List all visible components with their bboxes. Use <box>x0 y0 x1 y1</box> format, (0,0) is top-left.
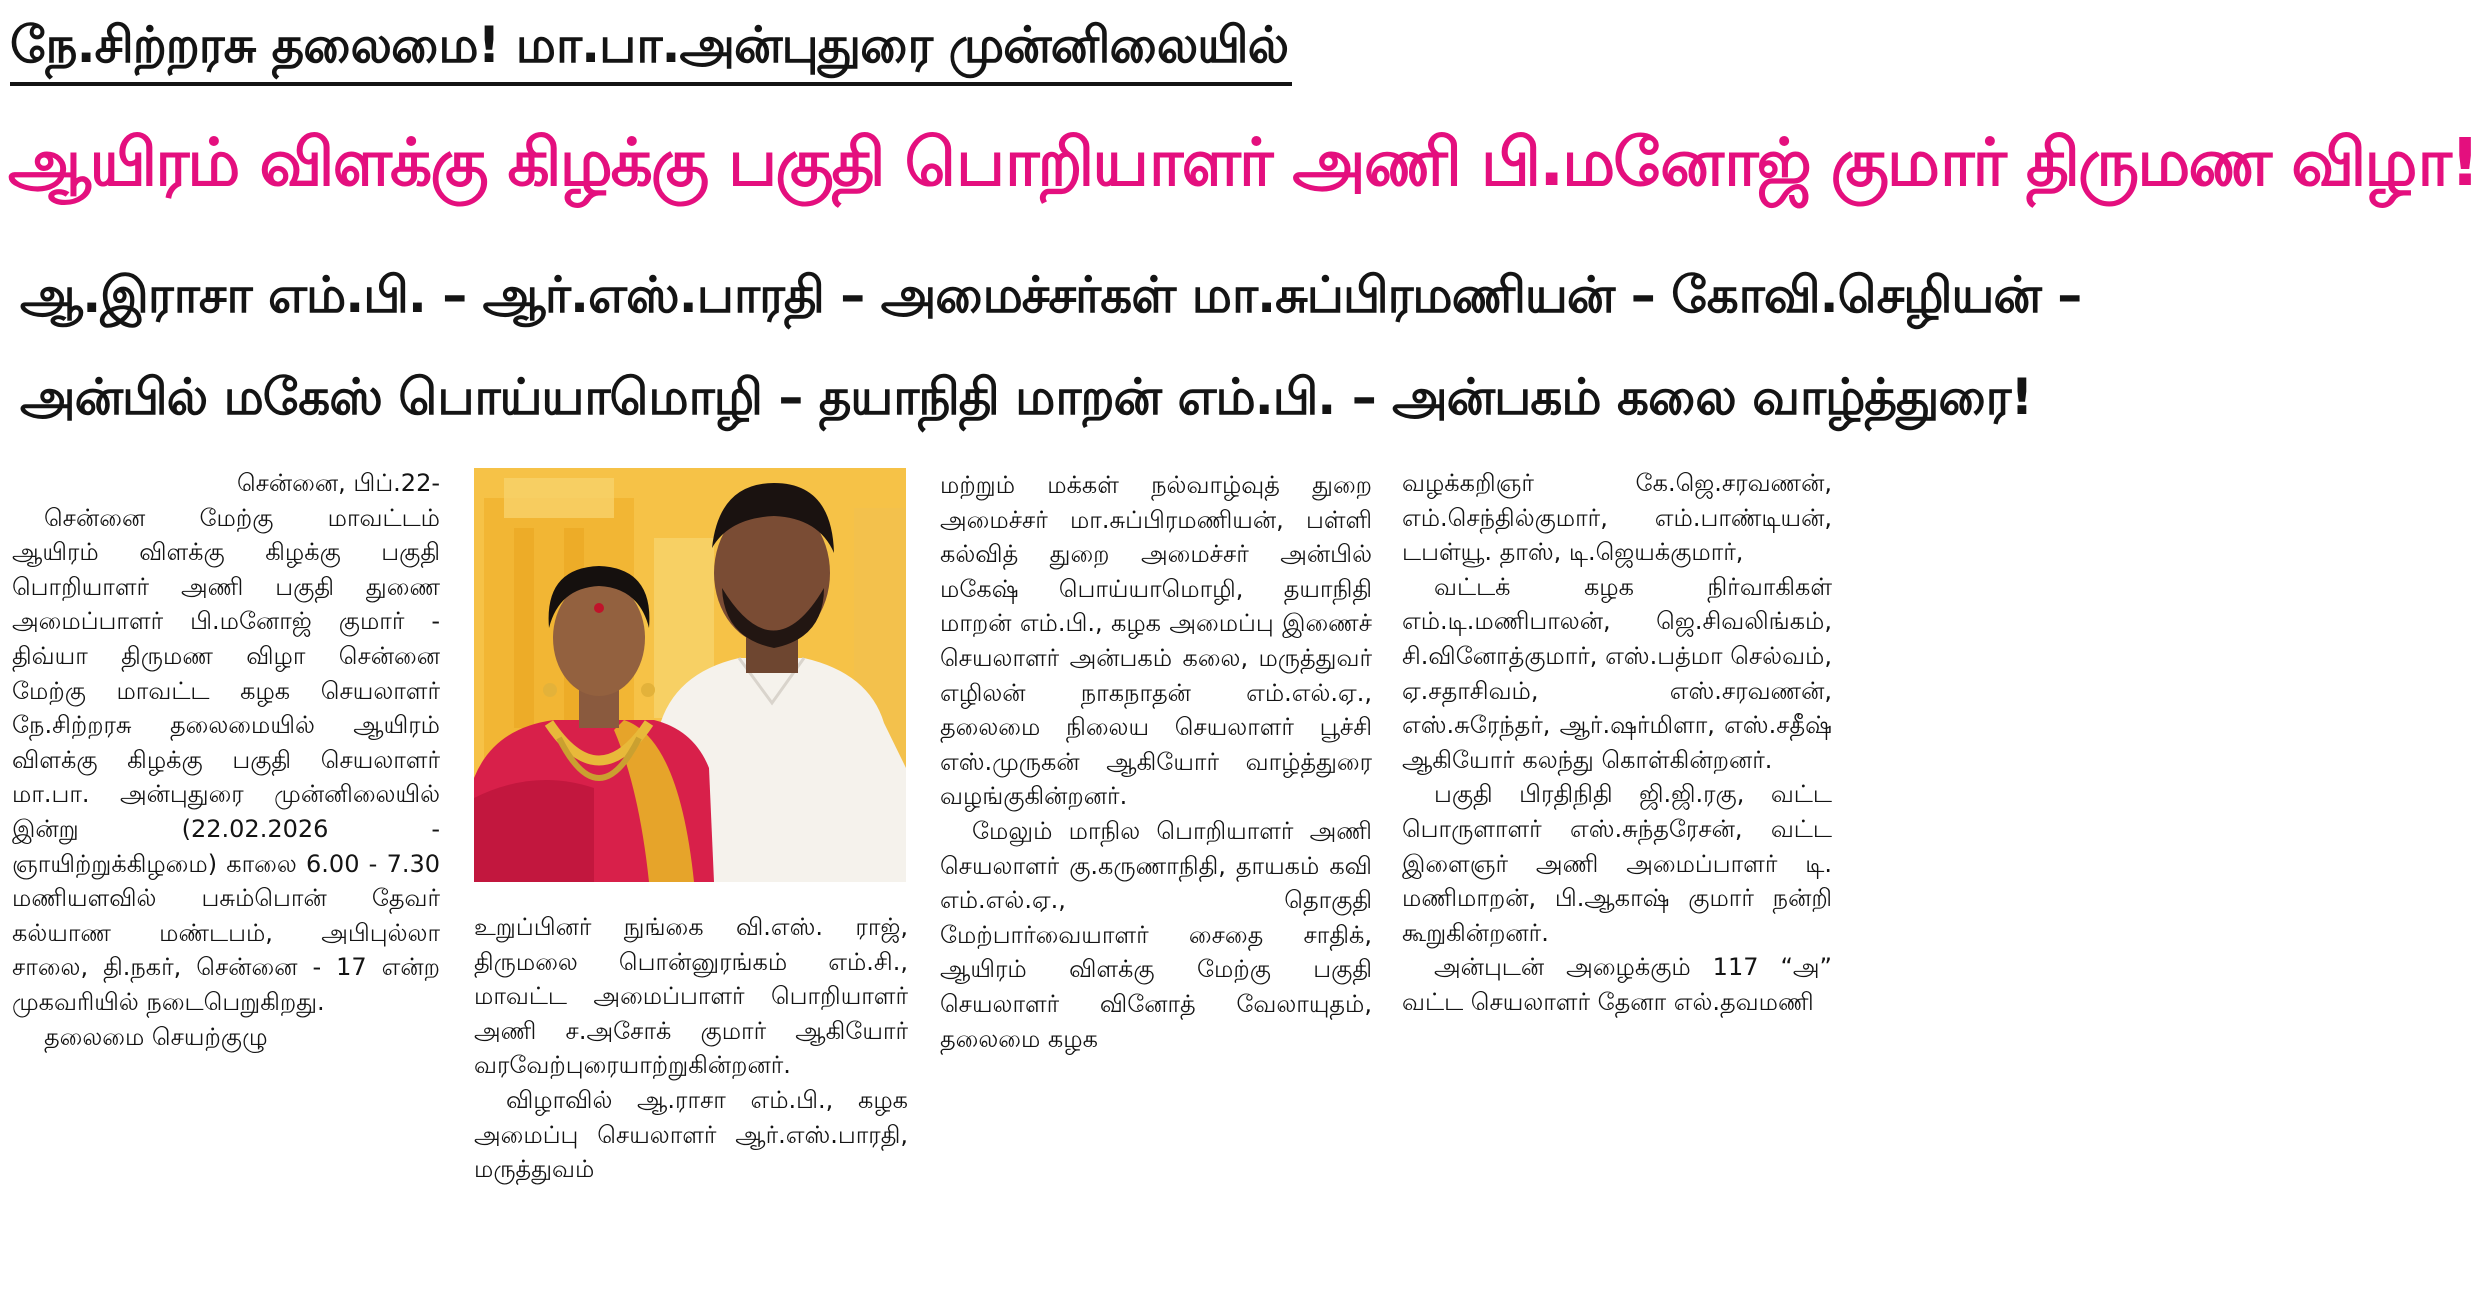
paragraph: அன்புடன் அழைக்கும் 117 “அ” வட்ட செயலாளர் தேனா எல்.தவமணி <box>1402 953 1832 1016</box>
subhead-line-1: ஆ.இராசா எம்.பி. – ஆர்.எஸ்.பாரதி – அமைச்சர்கள் மா.சுப்பிரமணியன் – கோவி.செழியன் – <box>20 266 2082 324</box>
paragraph: வட்டக் கழக நிர்வாகிகள் எம்.டி.மணிபாலன், ஜெ.சிவலிங்கம், சி.வினோத்குமார், எஸ்.பத்மா செல்வம், ஏ.சதாசிவம், எஸ்.சரவணன், எஸ்.சுரேந்தர், ஆர்.ஷர்மிளா, எஸ்.சதீஷ் ஆகியோர் கலந்து கொள்கின்றனர். <box>1402 572 1832 774</box>
article-column-2 <box>474 910 908 1187</box>
headline: ஆயிரம் விளக்கு கிழக்கு பகுதி பொறியாளர் அணி பி.மனோஜ் குமார் திருமண விழா! <box>8 124 2478 201</box>
dateline: சென்னை, பிப்.22- <box>236 469 440 497</box>
couple-photo <box>474 468 906 882</box>
paragraph: சென்னை மேற்கு மாவட்டம் ஆயிரம் விளக்கு கிழக்கு பகுதி பொறியாளர் அணி பகுதி துணை அமைப்பாளர் பி.மனோஜ் குமார் - திவ்யா திருமண விழா சென்னை மேற்கு மாவட்ட கழக செயலாளர் நே.சிற்றரசு தலைமையில் ஆயிரம் விளக்கு கிழக்கு பகுதி செயலாளர் மா.பா. அன்புதுரை முன்னிலையில் இன்று (22.02.2026 - ஞாயிற்றுக்கிழமை) காலை 6.00 - 7.30 மணியளவில் பசும்பொன் தேவர் கல்யாண மண்டபம், அபிபுல்லா சாலை, தி.நகர், சென்னை - 17 என்ற முகவரியில் நடைபெறுகிறது. <box>12 503 440 1016</box>
paragraph: உறுப்பினர் நுங்கை வி.எஸ். ராஜ், திருமலை பொன்னுரங்கம் எம்.சி., மாவட்ட அமைப்பாளர் பொறியாளர் அணி ச.அசோக் குமார் ஆகியோர் வரவேற்புரையாற்றுகின்றனர். <box>474 913 908 1080</box>
paragraph: மற்றும் மக்கள் நல்வாழ்வுத் துறை அமைச்சர் மா.சுப்பிரமணியன், பள்ளி கல்வித் துறை அமைச்சர் அன்பில் மகேஷ் பொய்யாமொழி, தயாநிதி மாறன் எம்.பி., கழக அமைப்பு இணைச் செயலாளர் அன்பகம் கலை, மருத்துவர் எழிலன் நாகநாதன் எம்.எல்.ஏ., தலைமை நிலைய செயலாளர் பூச்சி எஸ்.முருகன் ஆகியோர் வாழ்த்துரை வழங்குகின்றனர். <box>940 471 1372 811</box>
kicker-block <box>10 10 1292 86</box>
kicker-text: நே.சிற்றரசு தலைமை! மா.பா.அன்புதுரை முன்னிலையில் <box>10 16 1289 74</box>
article-column-3 <box>940 468 1372 1056</box>
subhead-line-2: அன்பில் மகேஸ் பொய்யாமொழி – தயாநிதி மாறன் எம்.பி. – அன்பகம் கலை வாழ்த்துரை! <box>20 368 2033 426</box>
couple-photo-illustration <box>474 468 906 882</box>
paragraph: தலைமை செயற்குழு <box>44 1022 268 1051</box>
paragraph: பகுதி பிரதிநிதி ஜி.ஜி.ரகு, வட்ட பொருளாளர் எஸ்.சுந்தரேசன், வட்ட இளைஞர் அணி அமைப்பாளர் டி. மணிமாறன், பி.ஆகாஷ் குமார் நன்றி கூறுகின்றனர். <box>1402 780 1832 947</box>
article-column-4 <box>1402 466 1832 1020</box>
paragraph: விழாவில் ஆ.ராசா எம்.பி., கழக அமைப்பு செயலாளர் ஆர்.எஸ்.பாரதி, மருத்துவம் <box>474 1085 908 1184</box>
paragraph: வழக்கறிஞர் கே.ஜெ.சரவணன், எம்.செந்தில்குமார், எம்.பாண்டியன், டபள்யூ. தாஸ், டி.ஜெயக்குமார், <box>1402 469 1832 567</box>
kicker-underline <box>10 82 1292 86</box>
paragraph: மேலும் மாநில பொறியாளர் அணி செயலாளர் கு.கருணாநிதி, தாயகம் கவி எம்.எல்.ஏ., தொகுதி மேற்பார்வையாளர் சைதை சாதிக், ஆயிரம் விளக்கு மேற்கு பகுதி செயலாளர் வினோத் வேலாயுதம், தலைமை கழக <box>940 816 1372 1053</box>
article-column-1 <box>12 466 440 1054</box>
